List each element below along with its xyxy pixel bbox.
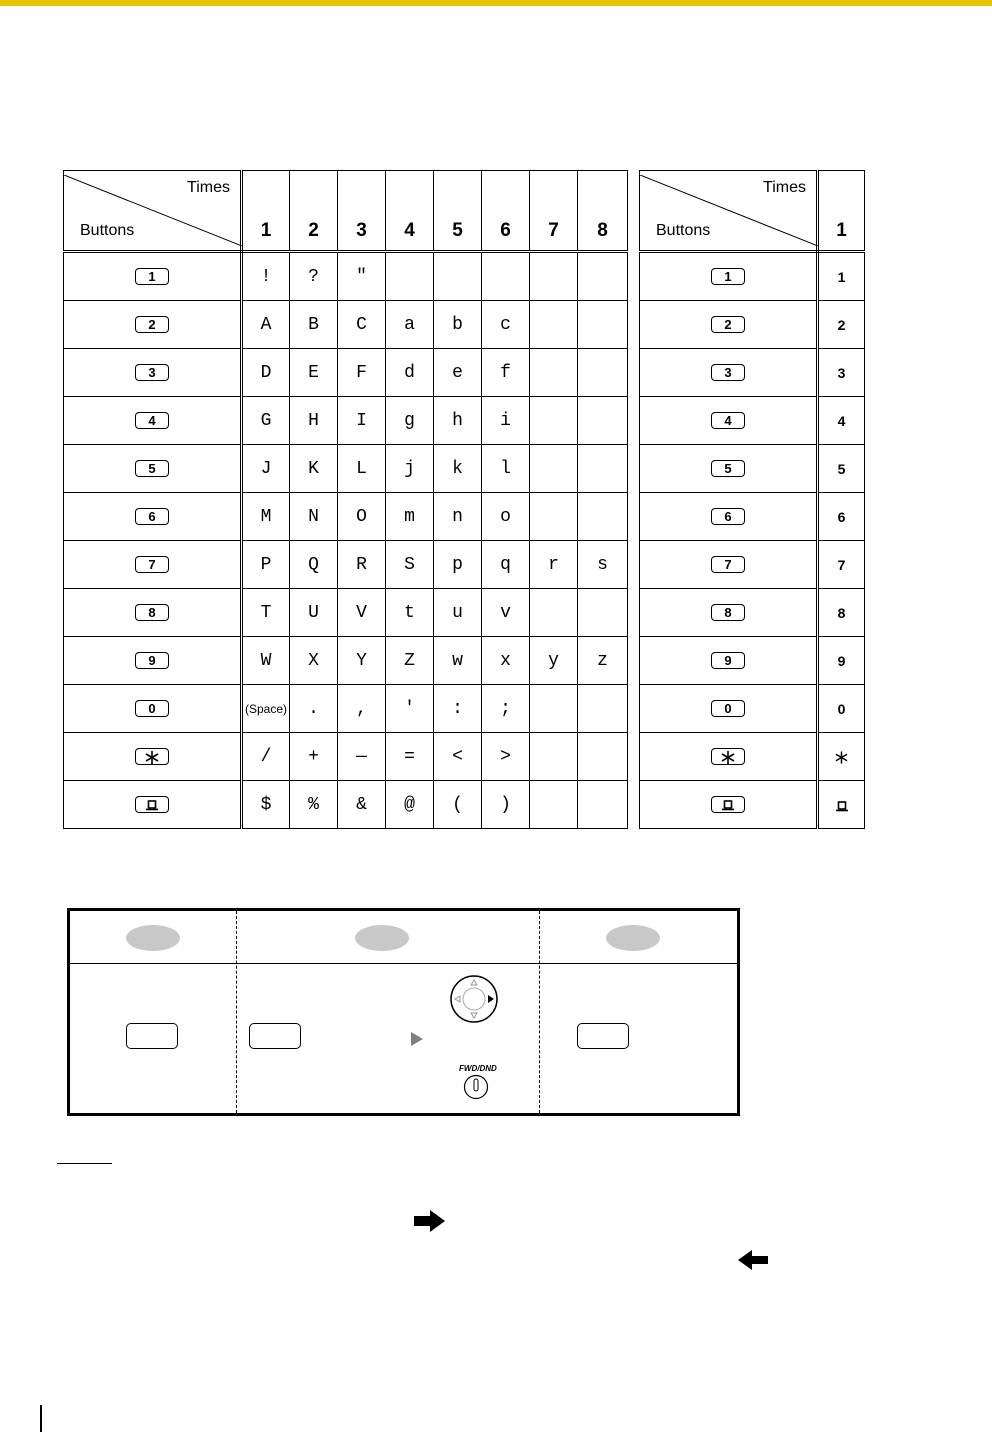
- char-cell: [578, 397, 628, 445]
- char-cell: K: [290, 445, 338, 493]
- dial-key-cell: [64, 493, 242, 541]
- char-cell: D: [242, 349, 290, 397]
- char-cell: n: [434, 493, 482, 541]
- char-cell: P: [242, 541, 290, 589]
- dial-key-cell: [640, 349, 818, 397]
- step-oval: [126, 925, 180, 951]
- char-cell: e: [434, 349, 482, 397]
- char-cell: w: [434, 637, 482, 685]
- table-row: [640, 445, 865, 493]
- char-cell: [530, 252, 578, 301]
- char-cell: h: [434, 397, 482, 445]
- dial-key-cell: [64, 685, 242, 733]
- step-oval: [606, 925, 660, 951]
- char-cell: [530, 781, 578, 829]
- dial-key-cell: [640, 445, 818, 493]
- soft-key-button[interactable]: [249, 1023, 301, 1049]
- char-cell: Z: [386, 637, 434, 685]
- char-cell: [578, 589, 628, 637]
- dial-key-cell: [640, 301, 818, 349]
- table-row: [64, 733, 628, 781]
- char-cell: +: [290, 733, 338, 781]
- char-cell: .: [290, 685, 338, 733]
- dial-key-2: 2: [711, 316, 745, 333]
- divider: [70, 963, 737, 964]
- soft-key-button[interactable]: [577, 1023, 629, 1049]
- divider: [236, 911, 237, 1113]
- char-cell: ": [338, 252, 386, 301]
- dial-key-0: 0: [711, 700, 745, 717]
- star-key-icon: [135, 748, 169, 765]
- char-cell: [530, 493, 578, 541]
- dial-key-9: 9: [135, 652, 169, 669]
- dial-key-cell: [64, 541, 242, 589]
- number-entry-table: [639, 170, 865, 829]
- char-cell: x: [482, 637, 530, 685]
- value-cell: 6: [818, 493, 865, 541]
- char-cell: J: [242, 445, 290, 493]
- arrow-left-icon: [737, 1250, 769, 1270]
- char-cell: <: [434, 733, 482, 781]
- dial-key-6: 6: [711, 508, 745, 525]
- char-cell: l: [482, 445, 530, 493]
- fwd-dnd-button-icon[interactable]: [463, 1074, 489, 1100]
- char-cell: X: [290, 637, 338, 685]
- char-cell: v: [482, 589, 530, 637]
- dial-key-5: 5: [135, 460, 169, 477]
- char-cell: t: [386, 589, 434, 637]
- char-cell: G: [242, 397, 290, 445]
- table-row: [64, 685, 628, 733]
- soft-key-button[interactable]: [126, 1023, 178, 1049]
- dial-key-6: 6: [135, 508, 169, 525]
- char-cell: S: [386, 541, 434, 589]
- buttons-label: Buttons: [656, 222, 711, 239]
- dial-key-cell: [64, 349, 242, 397]
- dial-key-1: 1: [711, 268, 745, 285]
- char-cell: q: [482, 541, 530, 589]
- arrow-right-icon: [414, 1210, 446, 1232]
- char-cell: o: [482, 493, 530, 541]
- table-row: [64, 349, 628, 397]
- table-row: [640, 252, 865, 301]
- char-cell: [578, 349, 628, 397]
- fwd-dnd-label: FWD/DND: [459, 1064, 497, 1073]
- char-cell: [530, 685, 578, 733]
- char-cell: @: [386, 781, 434, 829]
- operation-flow-box: [67, 908, 740, 1116]
- char-cell: [578, 493, 628, 541]
- value-cell: 7: [818, 541, 865, 589]
- dial-key-cell: [640, 541, 818, 589]
- table-row: [640, 589, 865, 637]
- char-cell: =: [386, 733, 434, 781]
- char-cell: [578, 781, 628, 829]
- step-oval: [355, 925, 409, 951]
- char-cell: T: [242, 589, 290, 637]
- char-cell: ): [482, 781, 530, 829]
- dial-key-cell: [64, 397, 242, 445]
- char-cell: y: [530, 637, 578, 685]
- dial-key-cell: [640, 397, 818, 445]
- char-cell: m: [386, 493, 434, 541]
- times-header-6: 6: [482, 171, 530, 252]
- table-row: [64, 781, 628, 829]
- page-margin-line: [40, 1405, 42, 1432]
- char-cell: :: [434, 685, 482, 733]
- header-diagonal-cell: [640, 171, 818, 252]
- char-cell: >: [482, 733, 530, 781]
- char-cell: (: [434, 781, 482, 829]
- char-cell: ?: [290, 252, 338, 301]
- star-key-icon: [711, 748, 745, 765]
- char-cell: !: [242, 252, 290, 301]
- table-row: [64, 493, 628, 541]
- char-cell: Q: [290, 541, 338, 589]
- char-cell: W: [242, 637, 290, 685]
- dial-key-cell: [64, 733, 242, 781]
- char-cell: f: [482, 349, 530, 397]
- char-cell: H: [290, 397, 338, 445]
- navigator-key-icon[interactable]: [448, 973, 500, 1025]
- times-header-8: 8: [578, 171, 628, 252]
- char-cell: [530, 349, 578, 397]
- char-cell: —: [338, 733, 386, 781]
- dial-key-7: 7: [711, 556, 745, 573]
- dial-key-3: 3: [135, 364, 169, 381]
- char-cell: U: [290, 589, 338, 637]
- char-cell: ': [386, 685, 434, 733]
- dial-key-cell: [640, 685, 818, 733]
- char-cell: R: [338, 541, 386, 589]
- table-row: [640, 301, 865, 349]
- dial-key-cell: [64, 301, 242, 349]
- dial-key-4: 4: [711, 412, 745, 429]
- char-cell: [386, 252, 434, 301]
- value-cell: 2: [818, 301, 865, 349]
- dial-key-7: 7: [135, 556, 169, 573]
- dial-key-cell: [640, 589, 818, 637]
- char-cell: $: [242, 781, 290, 829]
- table-row: [640, 349, 865, 397]
- dial-key-cell: [640, 781, 818, 829]
- char-cell: ,: [338, 685, 386, 733]
- char-cell: [578, 685, 628, 733]
- value-cell: 4: [818, 397, 865, 445]
- char-cell: F: [338, 349, 386, 397]
- char-cell: L: [338, 445, 386, 493]
- hash-key-icon: [711, 796, 745, 813]
- table-row: [640, 781, 865, 829]
- table-row: [640, 397, 865, 445]
- times-header-1: 1: [242, 171, 290, 252]
- char-cell: r: [530, 541, 578, 589]
- char-cell: j: [386, 445, 434, 493]
- dial-key-4: 4: [135, 412, 169, 429]
- char-cell: b: [434, 301, 482, 349]
- times-label: Times: [763, 179, 806, 196]
- char-cell: E: [290, 349, 338, 397]
- char-cell: k: [434, 445, 482, 493]
- char-cell: M: [242, 493, 290, 541]
- buttons-label: Buttons: [80, 222, 135, 239]
- char-cell: [530, 445, 578, 493]
- char-cell: &: [338, 781, 386, 829]
- char-cell: A: [242, 301, 290, 349]
- note-underline: [57, 1163, 112, 1164]
- char-cell: V: [338, 589, 386, 637]
- dial-key-1: 1: [135, 268, 169, 285]
- char-cell: Y: [338, 637, 386, 685]
- dial-key-2: 2: [135, 316, 169, 333]
- char-cell: [578, 252, 628, 301]
- dial-key-cell: [64, 445, 242, 493]
- times-label: Times: [187, 179, 230, 196]
- value-cell: 5: [818, 445, 865, 493]
- times-header-3: 3: [338, 171, 386, 252]
- char-cell: g: [386, 397, 434, 445]
- value-cell: 1: [818, 252, 865, 301]
- times-header-5: 5: [434, 171, 482, 252]
- char-cell: [482, 252, 530, 301]
- char-cell: z: [578, 637, 628, 685]
- value-cell: [818, 733, 865, 781]
- value-cell: 0: [818, 685, 865, 733]
- character-entry-table: [63, 170, 628, 829]
- table-row: [640, 493, 865, 541]
- table-row: [640, 733, 865, 781]
- dial-key-cell: [640, 493, 818, 541]
- dial-key-9: 9: [711, 652, 745, 669]
- table-row: [64, 301, 628, 349]
- divider: [539, 911, 540, 1113]
- table-row: [64, 541, 628, 589]
- play-arrow-icon: [410, 1032, 424, 1046]
- char-cell: c: [482, 301, 530, 349]
- times-header-2: 2: [290, 171, 338, 252]
- dial-key-cell: [64, 637, 242, 685]
- char-cell: [530, 733, 578, 781]
- times-header-1: 1: [818, 171, 865, 252]
- table-row: [64, 589, 628, 637]
- dial-key-cell: [640, 252, 818, 301]
- table-row: [640, 541, 865, 589]
- dial-key-5: 5: [711, 460, 745, 477]
- char-cell: [530, 589, 578, 637]
- dial-key-cell: [640, 637, 818, 685]
- char-cell: N: [290, 493, 338, 541]
- table-row: [64, 397, 628, 445]
- char-cell: u: [434, 589, 482, 637]
- star-symbol-icon: [835, 751, 848, 764]
- value-cell: 3: [818, 349, 865, 397]
- char-cell: /: [242, 733, 290, 781]
- dial-key-cell: [640, 733, 818, 781]
- value-cell: 9: [818, 637, 865, 685]
- char-cell: C: [338, 301, 386, 349]
- char-cell: p: [434, 541, 482, 589]
- dial-key-cell: [64, 781, 242, 829]
- char-cell: [530, 301, 578, 349]
- char-cell: [578, 445, 628, 493]
- char-cell: [434, 252, 482, 301]
- char-cell: %: [290, 781, 338, 829]
- times-header-7: 7: [530, 171, 578, 252]
- dial-key-cell: [64, 589, 242, 637]
- header-diagonal-cell: [64, 171, 242, 252]
- char-cell: (Space): [242, 685, 290, 733]
- table-row: [640, 637, 865, 685]
- char-cell: [578, 301, 628, 349]
- char-cell: a: [386, 301, 434, 349]
- times-header-4: 4: [386, 171, 434, 252]
- top-accent-bar: [0, 0, 992, 6]
- char-cell: B: [290, 301, 338, 349]
- value-cell: [818, 781, 865, 829]
- char-cell: I: [338, 397, 386, 445]
- char-cell: O: [338, 493, 386, 541]
- dial-key-3: 3: [711, 364, 745, 381]
- char-cell: s: [578, 541, 628, 589]
- dial-key-0: 0: [135, 700, 169, 717]
- dial-key-cell: [64, 252, 242, 301]
- char-cell: i: [482, 397, 530, 445]
- table-row: [64, 252, 628, 301]
- dial-key-8: 8: [711, 604, 745, 621]
- table-row: [640, 685, 865, 733]
- dial-key-8: 8: [135, 604, 169, 621]
- char-cell: [530, 397, 578, 445]
- table-row: [64, 445, 628, 493]
- value-cell: 8: [818, 589, 865, 637]
- char-cell: [578, 733, 628, 781]
- char-cell: ;: [482, 685, 530, 733]
- char-cell: d: [386, 349, 434, 397]
- table-row: [64, 637, 628, 685]
- hash-key-icon: [135, 796, 169, 813]
- hash-symbol-icon: [836, 800, 848, 812]
